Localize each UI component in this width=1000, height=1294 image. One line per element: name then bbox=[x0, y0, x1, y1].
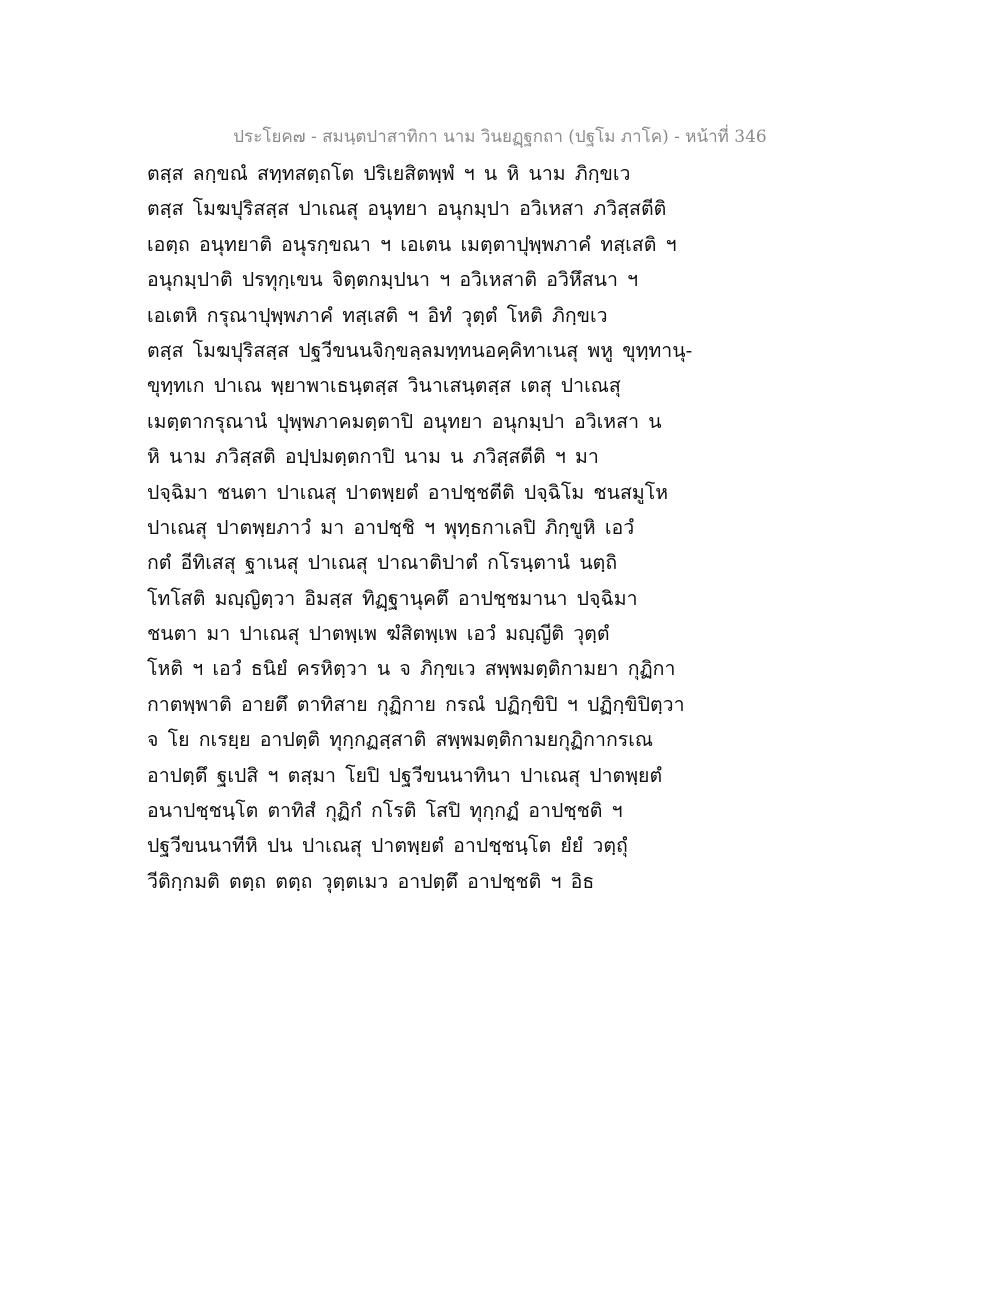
text-line: ชนตา มา ปาเณสุ ปาตพฺเพ ฆํสิตพฺเพ เอวํ มญฺญีติ วุตฺตํ bbox=[147, 622, 610, 646]
text-line: ปฐวีขนนาทีหิ ปน ปาเณสุ ปาตพฺยตํ อาปชฺชนฺโต ยํยํ วตฺถุํ bbox=[147, 834, 628, 858]
text-line: เอตฺถ อนุทยาติ อนุรกฺขณา ฯ เอเตน เมตฺตาปุพฺพภาคํ ทสฺเสติ ฯ bbox=[147, 232, 677, 256]
body-text bbox=[147, 156, 887, 899]
text-line: กตํ อีทิเสสุ ฐาเนสุ ปาเณสุ ปาณาติปาตํ กโรนฺตานํ นตฺถิ bbox=[147, 551, 618, 575]
text-line: เอเตหิ กรุณาปุพฺพภาคํ ทสฺเสติ ฯ อิทํ วุตฺตํ โหติ ภิกฺขเว bbox=[147, 303, 608, 327]
text-line: โทโสติ มญฺญิตฺวา อิมสฺส ทิฏฺฐานุคตึ อาปชฺชมานา ปจฺฉิมา bbox=[147, 586, 638, 610]
text-line: ตสฺส ลกฺขณํ สทฺทสตฺถโต ปริเยสิตพฺพํ ฯ น หิ นาม ภิกฺขเว bbox=[147, 162, 631, 185]
text-line: ปจฺฉิมา ชนตา ปาเณสุ ปาตพฺยตํ อาปชฺชตีติ ปจฺฉิโม ชนสมูโห bbox=[147, 480, 669, 504]
text-line: เมตฺตากรุณานํ ปุพฺพภาคมตฺตาปิ อนุทยา อนุกมฺปา อวิเหสา น bbox=[147, 409, 662, 433]
text-line: ตสฺส โมฆปุริสสฺส ปฐวีขนนจิกฺขลฺลมทฺทนอคฺคิทาเนสุ พหู ขุทฺทานุ- bbox=[147, 338, 693, 362]
text-line: ปาเณสุ ปาตพฺยภาวํ มา อาปชฺชิ ฯ พุทฺธกาเลปิ ภิกฺขูหิ เอวํ bbox=[147, 515, 635, 539]
text-line: อาปตฺตึ ฐเปสิ ฯ ตสฺมา โยปิ ปฐวีขนนาทินา ปาเณสุ ปาตพฺยตํ bbox=[147, 763, 663, 787]
text-line: กาตพฺพาติ อายตึ ตาทิสาย กุฏิกาย กรณํ ปฏิกฺขิปิ ฯ ปฏิกฺขิปิตฺวา bbox=[147, 692, 685, 716]
text-line: วีติกฺกมติ ตตฺถ ตตฺถ วุตฺตเมว อาปตฺตึ อาปชฺชติ ฯ อิธ bbox=[147, 869, 595, 893]
text-line: อนุกมฺปาติ ปรทุกฺเขน จิตฺตกมฺปนา ฯ อวิเหสาติ อวิหึสนา ฯ bbox=[147, 268, 639, 292]
text-line: ขุทฺทเก ปาเณ พฺยาพาเธนฺตสฺส วินาเสนฺตสฺส เตสุ ปาเณสุ bbox=[147, 374, 621, 398]
text-line: โหติ ฯ เอวํ ธนิยํ ครหิตฺวา น จ ภิกฺขเว สพฺพมตฺติกามยา กุฏิกา bbox=[147, 657, 676, 681]
text-line: จ โย กเรยฺย อาปตฺติ ทุกฺกฏสฺสาติ สพฺพมตฺติกามยกุฏิกากรเณ bbox=[147, 728, 653, 752]
text-line: ตสฺส โมฆปุริสสฺส ปาเณสุ อนุทยา อนุกมฺปา อวิเหสา ภวิสฺสตีติ bbox=[147, 197, 667, 221]
text-line: หิ นาม ภวิสฺสติ อปฺปมตฺตกาปิ นาม น ภวิสฺสตีติ ฯ มา bbox=[147, 445, 599, 469]
text-line: อนาปชฺชนฺโต ตาทิสํ กุฏิกํ กโรติ โสปิ ทุกฺกฏํ อาปชฺชติ ฯ bbox=[147, 799, 623, 823]
page-header: ประโยค๗ - สมนฺตปาสาทิกา นาม วินยฏฺฐกถา (ปฐโม ภาโค) - หน้าที่ 346 bbox=[233, 127, 767, 147]
